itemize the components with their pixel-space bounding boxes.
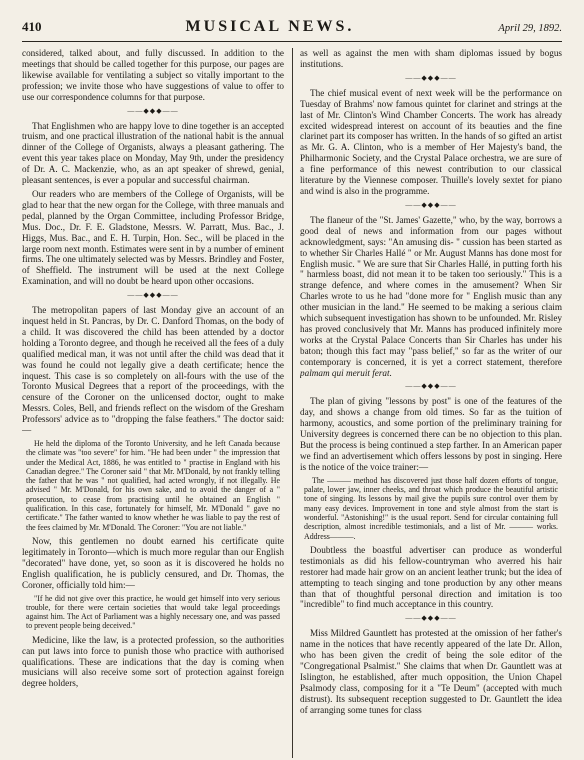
left-paragraph-5: Now, this gentlemen no doubt earned his certificate quite legitimately in Toronto—which is much more regular than our English "decorated" have done, yet, so soon as it is discovered he holds no English qualification, he is publicly censured, and Dr. Thomas, the Coroner, officially told him:—	[22, 535, 284, 590]
right-quote-1: The ——— method has discovered just those half dozen efforts of tongue, palate, lower jaw, inner cheeks, and throat which produce the beautiful artistic tone of singing. Its lessons by mail give the pupils sure control over them by many easy devices. Improvement in tone and style almost from the start is wonderful. "Astonishing!" is the usual report. Send for circular containing full description, almost incredible testimonials, and a list of Mr. ——— works. Address———.	[304, 475, 558, 541]
left-paragraph-2: That Englishmen who are happy love to dine together is an accepted truism, and one practical illustration of the national habit is the annual dinner of the College of Organists, always a pleasant gathering. The event this year takes place on Monday, May 9th, under the presidency of Dr. A. C. Mackenzie, who, as an apt speaker of shrewd, genial, pleasant sentences, is ever a popular and successful chairman.	[22, 120, 284, 186]
right-column	[300, 48, 562, 758]
section-separator: ——◆◆◆——	[127, 291, 179, 300]
section-separator: ——◆◆◆——	[405, 73, 457, 82]
issue-date: April 29, 1892.	[498, 23, 562, 34]
left-paragraph-3: Our readers who are members of the College of Organists, will be glad to hear that the new organ for the College, with three manuals and pedal, planned by the Organ Committee, including Professor Bridge, Mus. Doc., Dr. F. E. Gladstone, Messrs. W. Parratt, Mus. Bac., J. Higgs, Mus. Bac., and E. H. Turpin, Hon. Sec., will be placed in the large room next month. Estimates were sent in by a number of eminent firms. The one ultimately selected was by Messrs. Brindley and Foster, of Sheffield. The instrument will be used at the next College Examination, and will no doubt be heard upon other occasions.	[22, 188, 284, 287]
latin-motto: palmam qui meruit ferat.	[300, 367, 392, 378]
section-separator: ——◆◆◆——	[405, 614, 457, 623]
column-divider	[292, 48, 293, 758]
right-paragraph-1: as well as against the men with sham diplomas issued by bogus institutions.	[300, 48, 562, 69]
left-paragraph-6: Medicine, like the law, is a protected profession, so the authorities can put laws into force to punish those who practice with authorised qualifications. These are indications that the day is coming when musicians will also receive some sort of protection against foreign degree holders,	[22, 634, 284, 689]
section-separator: ——◆◆◆——	[405, 200, 457, 209]
right-paragraph-2: The chief musical event of next week will be the performance on Tuesday of Brahms' now famous quintet for clarinet and strings at the last of Mr. Clinton's Wind Chamber Concerts. The work has already excited widespread interest on account of its beauties and the fine clarinet part its composer has written. In the hands of so gifted an artist as Mr. G. A. Clinton, who is a member of Her Majesty's band, the Philharmonic Society, and the Crystal Palace orchestra, we are sure of a fine performance of this newest contribution to our classical literature by the Viennese composer. Thuille's lovely sextet for piano and wind is also in the programme.	[300, 87, 562, 196]
page-header	[22, 18, 562, 42]
right-paragraph-3	[300, 215, 562, 379]
right-paragraph-6: Miss Mildred Gauntlett has protested at the omission of her father's name in the notices that have recently appeared of the late Dr. Allon, who has been given the credit of being the sole editor of the "Congregational Psalmist." She claims that when Dr. Gauntlett was at Islington, he established, after much opposition, the Union Chapel Psalmody class, composing for it a "Te Deum" (accepted with much distrust). Its subsequent reception suggested to Dr. Gauntlett the idea of arranging some tunes for class	[300, 628, 562, 715]
page-number: 410	[22, 19, 42, 34]
left-quote-1: He held the diploma of the Toronto University, and he left Canada because the climate was "too severe" for him. "He had been under " the impression that under the Medical Act, 1886, he was entitled to " practise in England with his Canadian degree." The Coroner said " that Mr. M'Donald, by not frankly telling the father that he was " not qualified, had acted wrongly, if not illegally. He advised " Mr. M'Donald, for his own sake, and to avoid the danger of a " prosecution, to cease from practising until he obtained an English " qualification. In this case, fortunately for himself, Mr. M'Donald " gave no certificate." The father wanted to know whether he was liable to pay the rest of the fees claimed by Mr. M'Donald. The Coroner: "You are not liable."	[26, 439, 280, 532]
right-paragraph-3-text: The flaneur of the "St. James' Gazette," who, by the way, borrows a good deal of news and information from our pages without acknowledgment, says: "An amusing dis- " cussion has been started as to whether Sir Charles Hallé " or Mr. August Manns has done most for English music. " We are sure that Sir Charles Hallé, in putting forth his " harmless boast, did not mean it to be taken too seriously." This is a strange defence, and where comes in the amusement? When Sir Charles wrote to us he had "done more for " English music than any other musician in the land." He seemed to be making a serious claim which subsequent investigation has shown to be unfounded. Mr. Risley has proved conclusively that Mr. Manns has produced infinitely more works at the Crystal Palace Concerts than Sir Charles has under his baton; though this fact may "pass belief," so far as the writer of our contemporary is concerned, it is yet a correct statement, therefore	[300, 214, 562, 367]
left-paragraph-1: considered, talked about, and fully discussed. In addition to the meetings that should be called together for this purpose, our pages are likewise available for ventilating a subject so vitally important to the profession; we invite those who have suggestions of value to offer to use our correspondence columns for that purpose.	[22, 48, 284, 102]
article-columns	[22, 48, 562, 758]
section-separator: ——◆◆◆——	[127, 106, 179, 115]
right-paragraph-5: Doubtless the boastful advertiser can produce as wonderful testimonials as did his fellow-countryman who averred his hair restorer had made hair grow on an ancient leather trunk; but the idea of attempting to teach singing and tone production by any other means than that of thoughtful personal direction and imitation is too "incredible" to find much acceptance in this country.	[300, 544, 562, 610]
left-quote-2: "If he did not give over this practice, he would get himself into very serious trouble, for there were certain societies that would take legal proceedings against him. The Act of Parliament was a highly necessary one, and was passed to prevent people being deceived."	[26, 593, 280, 631]
section-separator: ——◆◆◆——	[405, 382, 457, 391]
publication-title: MUSICAL NEWS.	[185, 18, 355, 35]
left-column	[22, 48, 284, 758]
left-paragraph-4: The metropolitan papers of last Monday give an account of an inquest held in St. Pancras, by Dr. C. Danford Thomas, on the body of a child. It was discovered the child has been attended by a doctor holding a Toronto degree, and though he received all the fees of a duly qualified medical man, it was not until after the child was dead that it was found he could not legally give a death certificate; hence the inquest. This case is so completely on all-fours with the use of the Toronto Musical Degrees that a report of the proceedings, with the censure of the Coroner on the unlicensed doctor, ought to make Messrs. Coles, Bell, and friends reflect on the wisdom of the Gresham Professors' advice as to "dropping the false feathers." The doctor said:—	[22, 305, 284, 436]
right-paragraph-4: The plan of giving "lessons by post" is one of the features of the day, and shows a change from old times. So far as the tuition of harmony, acoustics, and some portion of the preliminary training for University degrees is concerned there can be no objection to this plan. But the process is being continued a step farther. In an American paper we find an advertisement which offers lessons by post in singing. Here is the notice of the voice trainer:—	[300, 396, 562, 472]
